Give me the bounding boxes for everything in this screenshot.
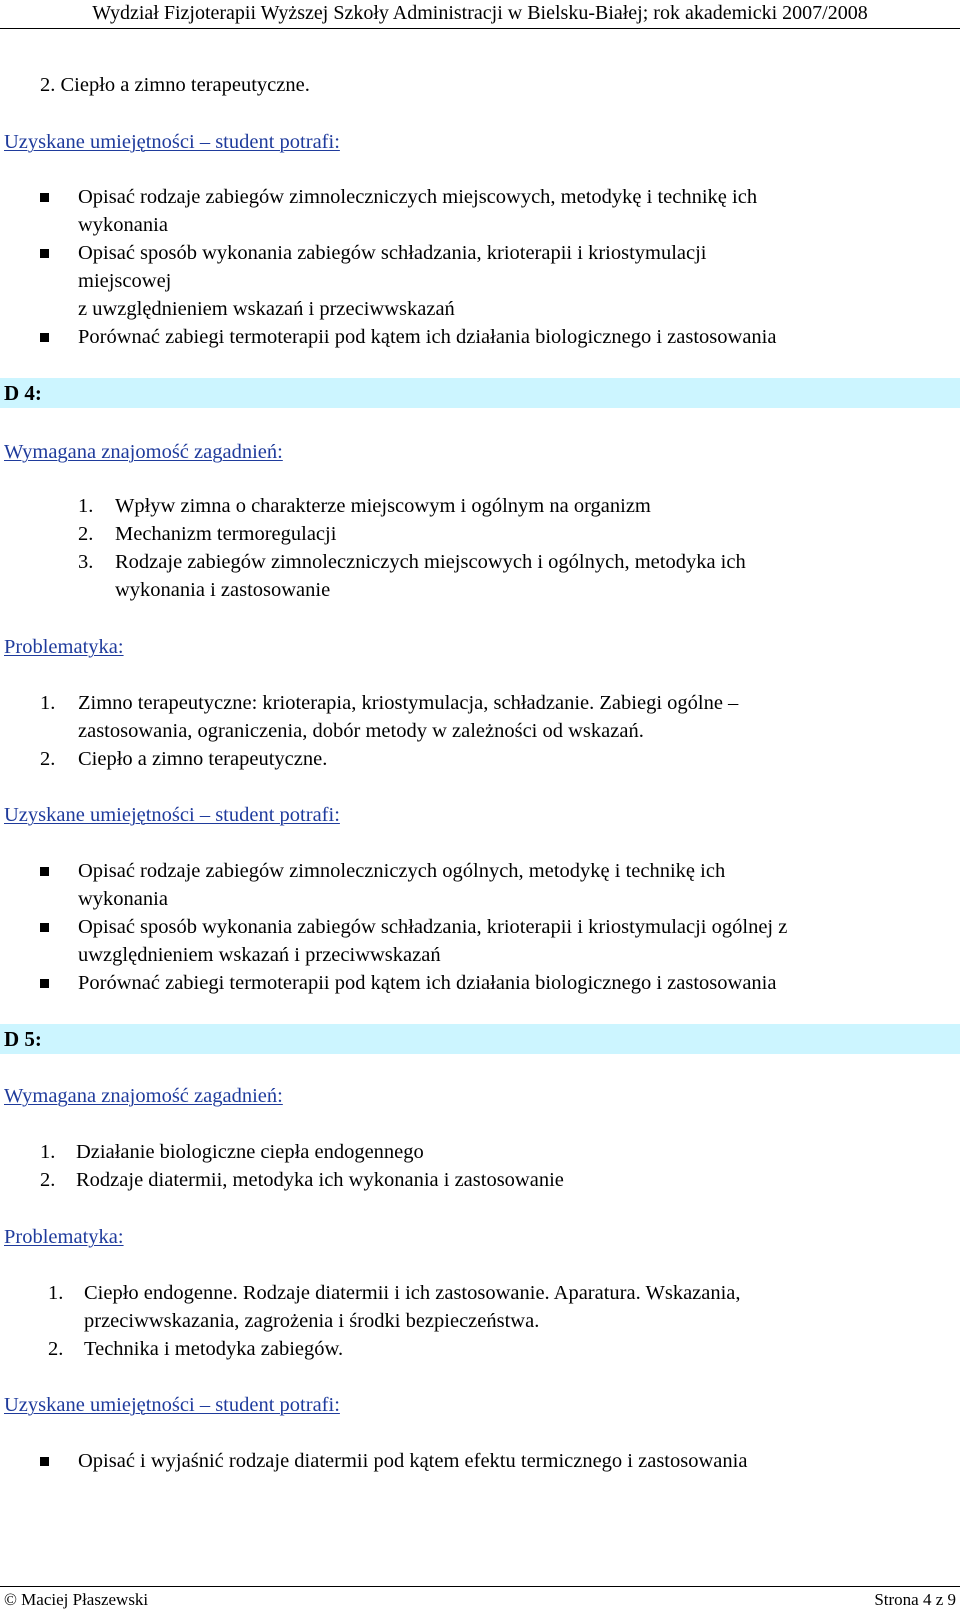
list-number: 2. — [48, 1338, 64, 1360]
list-item: Technika i metodyka zabiegów. — [84, 1338, 344, 1360]
section-heading-text: D 4: — [4, 381, 42, 405]
skills-label: Uzyskane umiejętności – student potrafi: — [4, 1394, 340, 1416]
skill-item: Opisać rodzaje zabiegów zimnoleczniczych miejscowych, metodykę i technikę ich — [78, 186, 758, 208]
list-number: 1. — [40, 692, 56, 714]
list-item: Ciepło a zimno terapeutyczne. — [78, 748, 328, 770]
skill-item: Porównać zabiegi termoterapii pod kątem ich działania biologicznego i zastosowania — [78, 326, 777, 348]
section-heading-d4 — [0, 378, 960, 408]
skill-item-cont: wykonania — [78, 888, 168, 910]
square-bullet-icon — [40, 979, 49, 988]
square-bullet-icon — [40, 249, 49, 258]
skill-item: Opisać sposób wykonania zabiegów schładzania, krioterapii i kriostymulacji — [78, 242, 707, 264]
list-item: Działanie biologiczne ciepła endogennego — [76, 1141, 424, 1163]
list-item-cont: zastosowania, ograniczenia, dobór metody w zależności od wskazań. — [78, 720, 644, 742]
skill-item-cont: miejscowej — [78, 270, 172, 292]
skill-item-cont: wykonania — [78, 214, 168, 236]
list-item: Wpływ zimna o charakterze miejscowym i ogólnym na organizm — [115, 495, 651, 517]
list-number: 1. — [48, 1282, 64, 1304]
section-heading-d5 — [0, 1024, 960, 1054]
list-number: 1. — [78, 495, 94, 517]
knowledge-label: Wymagana znajomość zagadnień: — [4, 1085, 283, 1107]
page-header: Wydział Fizjoterapii Wyższej Szkoły Administracji w Bielsku-Białej; rok akademicki 2007/2008 — [92, 2, 868, 24]
square-bullet-icon — [40, 1457, 49, 1466]
list-number: 3. — [78, 551, 94, 573]
list-item-cont: przeciwwskazania, zagrożenia i środki bezpieczeństwa. — [84, 1310, 540, 1332]
list-item-cont: wykonania i zastosowanie — [115, 579, 331, 601]
square-bullet-icon — [40, 867, 49, 876]
footer-rule — [0, 1586, 960, 1587]
skill-item: Opisać i wyjaśnić rodzaje diatermii pod kątem efektu termicznego i zastosowania — [78, 1450, 748, 1472]
list-number: 2. — [40, 748, 56, 770]
square-bullet-icon — [40, 333, 49, 342]
list-item: 2. Ciepło a zimno terapeutyczne. — [40, 74, 310, 96]
footer-author: © Maciej Płaszewski — [4, 1590, 149, 1609]
skill-item-cont: uwzględnieniem wskazań i przeciwwskazań — [78, 944, 441, 966]
list-number: 1. — [40, 1141, 56, 1163]
list-item: Zimno terapeutyczne: krioterapia, kriostymulacja, schładzanie. Zabiegi ogólne – — [78, 692, 739, 714]
skills-label: Uzyskane umiejętności – student potrafi: — [4, 131, 340, 153]
skill-item-cont: z uwzględnieniem wskazań i przeciwwskazań — [78, 298, 455, 320]
problems-label: Problematyka: — [4, 636, 124, 658]
skill-item: Porównać zabiegi termoterapii pod kątem ich działania biologicznego i zastosowania — [78, 972, 777, 994]
list-number: 2. — [40, 1169, 56, 1191]
header-rule — [0, 28, 960, 29]
list-item: Ciepło endogenne. Rodzaje diatermii i ich zastosowanie. Aparatura. Wskazania, — [84, 1282, 741, 1304]
footer-page-number: Strona 4 z 9 — [874, 1590, 956, 1609]
knowledge-label: Wymagana znajomość zagadnień: — [4, 441, 283, 463]
square-bullet-icon — [40, 193, 49, 202]
list-item: Mechanizm termoregulacji — [115, 523, 337, 545]
skill-item: Opisać sposób wykonania zabiegów schładzania, krioterapii i kriostymulacji ogólnej z — [78, 916, 788, 938]
section-heading-text: D 5: — [4, 1027, 42, 1051]
list-number: 2. — [78, 523, 94, 545]
problems-label: Problematyka: — [4, 1226, 124, 1248]
skill-item: Opisać rodzaje zabiegów zimnoleczniczych ogólnych, metodykę i technikę ich — [78, 860, 726, 882]
skills-label: Uzyskane umiejętności – student potrafi: — [4, 804, 340, 826]
list-item: Rodzaje zabiegów zimnoleczniczych miejscowych i ogólnych, metodyka ich — [115, 551, 746, 573]
list-item: Rodzaje diatermii, metodyka ich wykonania i zastosowanie — [76, 1169, 564, 1191]
square-bullet-icon — [40, 923, 49, 932]
